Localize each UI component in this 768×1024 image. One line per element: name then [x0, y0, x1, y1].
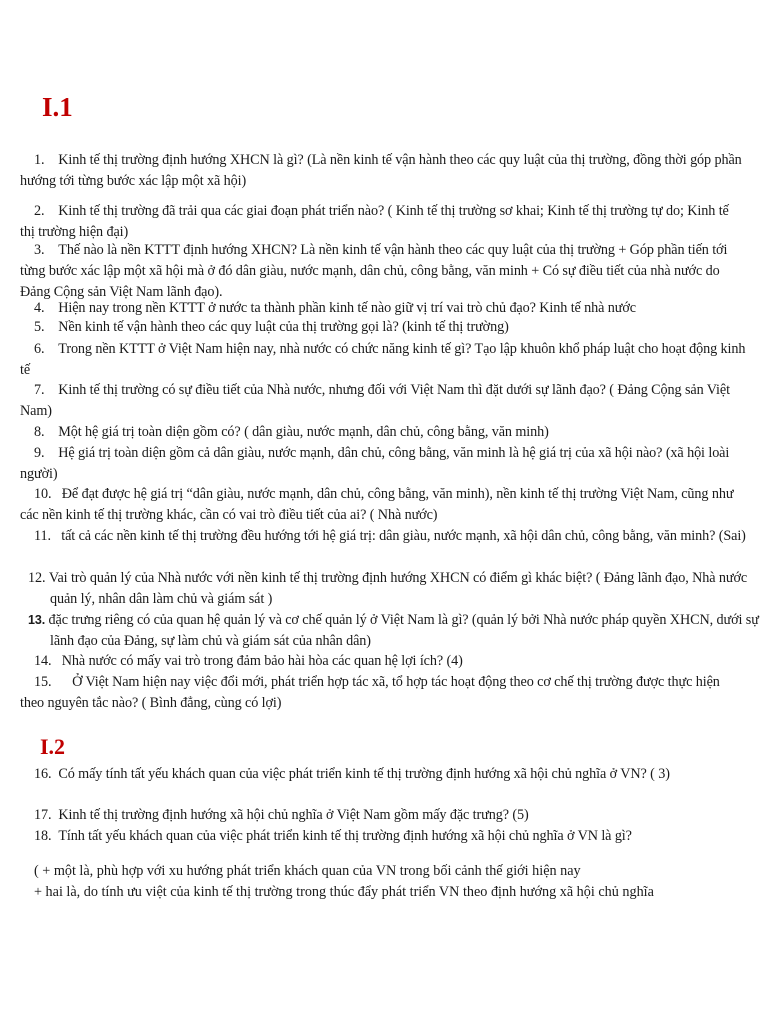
item-text: Tính tất yếu khách quan của việc phát triển kinh tế thị trường định hướng xã hội chủ nghĩa ở VN là gì?	[58, 828, 632, 844]
item-text: Ở Việt Nam hiện nay việc đổi mới, phát triển hợp tác xã, tổ hợp tác hoạt động theo cơ chế thị trường được thực hiện theo nguyên tắc nào? ( Bình đẳng, cùng có lợi)	[20, 674, 720, 711]
list-item	[20, 805, 746, 826]
list-item	[20, 380, 746, 422]
answer-line: + hai là, do tính ưu việt của kinh tế thị trường trong thúc đẩy phát triển VN theo định hướng xã hội chủ nghĩa	[34, 884, 654, 901]
item-text: đặc trưng riêng có của quan hệ quản lý và cơ chế quản lý ở Việt Nam là gì? (quản lý bởi Nhà nước pháp quyền XHCN, dưới sự lãnh đạo của Đảng, sự làm chủ và giám sát của nhân dân)	[48, 612, 759, 649]
list-item	[20, 240, 746, 303]
item-number: 10.	[34, 486, 52, 502]
list-item	[28, 610, 762, 652]
item-number: 1.	[34, 152, 45, 168]
item-number: 6.	[34, 341, 45, 357]
item-number: 14.	[34, 653, 52, 669]
item-text: Nền kinh tế vận hành theo các quy luật của thị trường gọi là? (kinh tế thị trường)	[58, 319, 509, 335]
item-text: tất cả các nền kinh tế thị trường đều hướng tới hệ giá trị: dân giàu, nước mạnh, xã hội dân chủ, công bằng, văn minh? (Sai)	[61, 528, 746, 544]
item-number: 13.	[28, 613, 46, 627]
item-number: 8.	[34, 424, 45, 440]
item-text: Thế nào là nền KTTT định hướng XHCN? Là nền kinh tế vận hành theo các quy luật của thị trường + Góp phần tiến tới từng bước xác lập một xã hội mà ở đó dân giàu, nước mạnh, dân chủ, công bằng, văn minh + Có sự điều tiết của nhà nước do Đảng Cộng sản Việt Nam lãnh đạo).	[20, 242, 728, 300]
item-number: 9.	[34, 445, 45, 461]
section-heading-i2: I.2	[40, 734, 66, 759]
item-number: 2.	[34, 203, 45, 219]
item-text: Kinh tế thị trường đã trải qua các giai đoạn phát triển nào? ( Kinh tế thị trường sơ khai; Kinh tế thị trường tự do; Kinh tế thị trường hiện đại)	[20, 203, 729, 240]
item-number: 5.	[34, 319, 45, 335]
item-text: Có mấy tính tất yếu khách quan của việc phát triển kinh tế thị trường định hướng xã hội chủ nghĩa ở VN? ( 3)	[58, 766, 670, 782]
list-item	[20, 651, 746, 672]
item-text: Để đạt được hệ giá trị “dân giàu, nước mạnh, dân chủ, công bằng, văn minh), nền kinh tế thị trường Việt Nam, cũng như các nền kinh tế thị trường khác, cần có vai trò điều tiết của ai? ( Nhà nước)	[20, 486, 734, 523]
list-item	[20, 317, 746, 338]
list-item	[20, 672, 746, 714]
item-number: 16.	[34, 766, 52, 782]
item-number: 11.	[34, 528, 51, 544]
list-item	[20, 150, 746, 192]
item-text: Kinh tế thị trường định hướng xã hội chủ nghĩa ở Việt Nam gồm mấy đặc trưng? (5)	[58, 807, 529, 823]
item-number: 7.	[34, 382, 45, 398]
list-item	[20, 201, 746, 243]
item-text: Hiện nay trong nền KTTT ở nước ta thành phần kinh tế nào giữ vị trí vai trò chủ đạo? Kinh tế nhà nước	[58, 300, 636, 316]
list-item	[20, 484, 746, 526]
item-number: 15.	[34, 674, 52, 690]
list-item	[20, 526, 746, 547]
answer-line: ( + một là, phù hợp với xu hướng phát triển khách quan của VN trong bối cảnh thế giới hiện nay	[34, 863, 581, 880]
item-text: Vai trò quản lý của Nhà nước với nền kinh tế thị trường định hướng XHCN có điểm gì khác biệt? ( Đảng lãnh đạo, Nhà nước quản lý, nhân dân làm chủ và giám sát )	[48, 570, 748, 607]
item-text: Trong nền KTTT ở Việt Nam hiện nay, nhà nước có chức năng kinh tế gì? Tạo lập khuôn khổ pháp luật cho hoạt động kinh tế	[20, 341, 746, 378]
list-item	[20, 764, 746, 785]
section-heading-i1: I.1	[42, 92, 73, 122]
item-number: 12.	[28, 570, 46, 586]
item-text: Kinh tế thị trường có sự điều tiết của Nhà nước, nhưng đối với Việt Nam thì đặt dưới sự lãnh đạo? ( Đảng Cộng sản Việt Nam)	[20, 382, 730, 419]
item-text: Kinh tế thị trường định hướng XHCN là gì? (Là nền kinh tế vận hành theo các quy luật của thị trường, đồng thời góp phần hướng tới từng bước xác lập một xã hội)	[20, 152, 742, 189]
item-text: Hệ giá trị toàn diện gồm cả dân giàu, nước mạnh, dân chủ, công bằng, văn minh là hệ giá trị của xã hội nào? (xã hội loài người)	[20, 445, 730, 482]
list-item	[20, 298, 746, 319]
item-text: Nhà nước có mấy vai trò trong đảm bảo hài hòa các quan hệ lợi ích? (4)	[61, 653, 463, 669]
list-item	[28, 568, 762, 610]
list-item	[20, 443, 746, 485]
list-item	[20, 339, 746, 381]
item-text: Một hệ giá trị toàn diện gồm có? ( dân giàu, nước mạnh, dân chủ, công bằng, văn minh)	[58, 424, 549, 440]
list-item	[20, 422, 746, 443]
item-number: 17.	[34, 807, 52, 823]
item-number: 18.	[34, 828, 52, 844]
list-item	[20, 826, 746, 847]
item-number: 4.	[34, 300, 45, 316]
item-number: 3.	[34, 242, 45, 258]
